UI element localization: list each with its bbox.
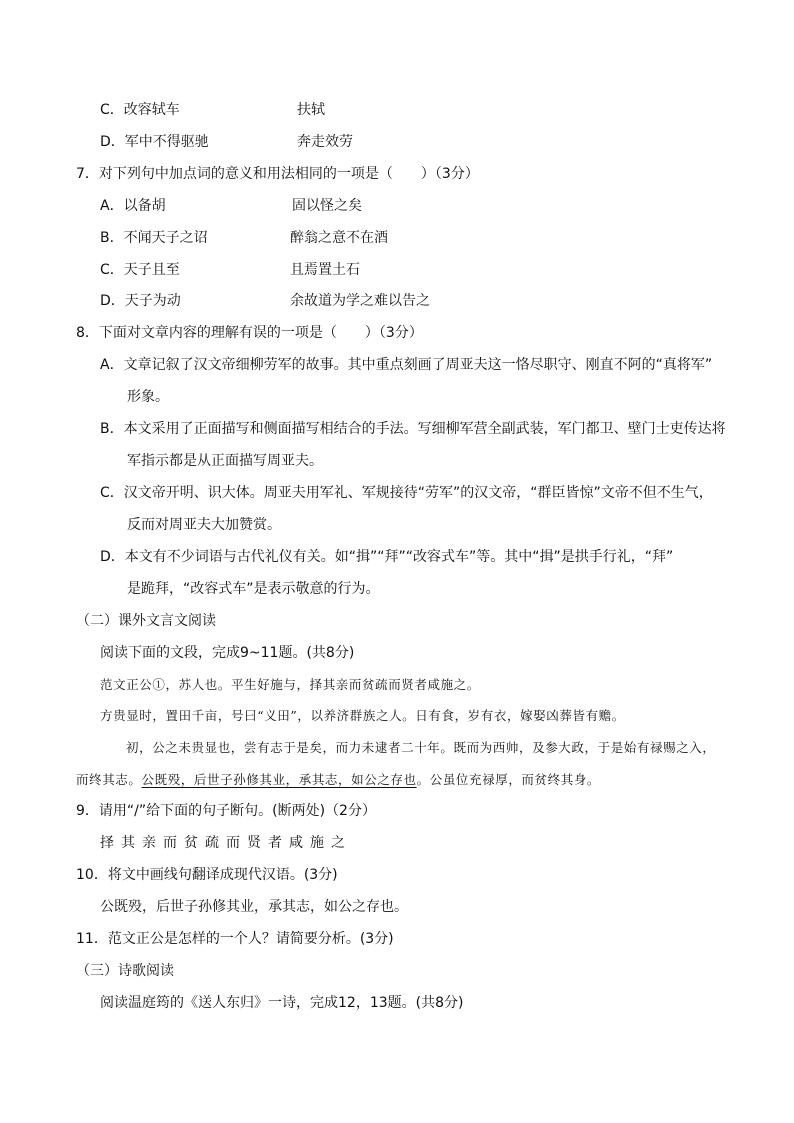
q8-option-b-line1: B．本文采用了正面描写和侧面描写相结合的手法。写细柳军营全副武装，军门都卫、壁门士吏传达将 [100, 421, 726, 437]
q8-stem: 8．下面对文章内容的理解有误的一项是（ ）（3分） [76, 325, 423, 341]
q7-option-a: A．以备胡 [100, 198, 166, 214]
q6-option-c-meaning: 扶轼 [297, 102, 325, 118]
q8-option-c-line1: C．汉文帝开明、识大体。周亚夫用军礼、军规接待“劳军”的汉文帝，“群臣皆惊”文帝不但不生气， [100, 485, 713, 501]
q9-sentence: 择其亲而贫疏而贤者咸施之 [100, 835, 352, 851]
underlined-sentence: 公既殁，后世子孙修其业，承其志，如公之存也 [141, 772, 417, 787]
q8-option-c-line2: 反而对周亚夫大加赞赏。 [127, 517, 281, 533]
q7-stem: 7．对下列句中加点词的意义和用法相同的一项是（ ）（3分） [76, 166, 479, 182]
q8-option-a-line1: A．文章记叙了汉文帝细柳劳军的故事。其中重点刻画了周亚夫这一恪尽职守、刚直不阿的“真将军” [100, 357, 713, 373]
section-2-title: （二）课外文言文阅读 [76, 613, 216, 629]
section-3-title: （三）诗歌阅读 [76, 963, 174, 979]
q6-option-d: D．军中不得驱驰 [100, 134, 209, 150]
section-2-intro: 阅读下面的文段，完成9~11题。(共8分) [100, 645, 355, 661]
q6-option-c: C．改容轼车 [100, 102, 180, 118]
q10-sentence: 公既殁，后世子孙修其业，承其志，如公之存也。 [100, 899, 408, 915]
q8-option-b-line2: 军指示都是从正面描写周亚夫。 [127, 453, 323, 469]
q8-option-d-line1: D．本文有不少词语与古代礼仪有关。如“揖”“拜”“改容式车”等。其中“揖”是拱手行礼，“拜” [100, 549, 674, 565]
q6-option-d-meaning: 奔走效劳 [297, 134, 353, 150]
q7-option-c-compare: 且焉置土石 [290, 262, 360, 278]
passage-para-3-cont [76, 770, 600, 790]
q7-option-b-compare: 醉翁之意不在酒 [290, 230, 388, 246]
q7-option-d: D．天子为动 [100, 293, 181, 309]
q11-stem: 11．范文正公是怎样的一个人？请简要分析。(3分) [76, 931, 394, 947]
passage-para-1: 范文正公①，苏人也。平生好施与，择其亲而贫疏而贤者咸施之。 [100, 677, 480, 692]
q10-stem: 10．将文中画线句翻译成现代汉语。(3分) [76, 867, 338, 883]
q7-option-c: C．天子且至 [100, 262, 180, 278]
section-3-intro: 阅读温庭筠的《送人东归》一诗，完成12，13题。(共8分) [100, 995, 464, 1011]
q8-option-d-line2: 是跪拜，“改容式车”是表示敬意的行为。 [127, 581, 380, 597]
q8-option-a-line2: 形象。 [127, 389, 169, 405]
q7-option-b: B．不闻天子之诏 [100, 230, 208, 246]
passage-para-2: 方贵显时，置田千亩，号曰“义田”，以养济群族之人。日有食，岁有衣，嫁娶凶葬皆有赡。 [100, 708, 625, 723]
q9-stem: 9．请用“/”给下面的句子断句。(断两处)（2分） [76, 803, 376, 819]
passage-para-3: 初，公之未贵显也，尝有志于是矣，而力未逮者二十年。既而为西帅，及参大政，于是始有禄赐之入， [126, 740, 716, 755]
q7-option-d-compare: 余故道为学之难以告之 [290, 293, 430, 309]
passage-text: 。公虽位充禄厚，而贫终其身。 [416, 772, 601, 787]
q7-option-a-compare: 固以怪之矣 [292, 198, 362, 214]
passage-text: 而终其志。 [76, 772, 142, 787]
